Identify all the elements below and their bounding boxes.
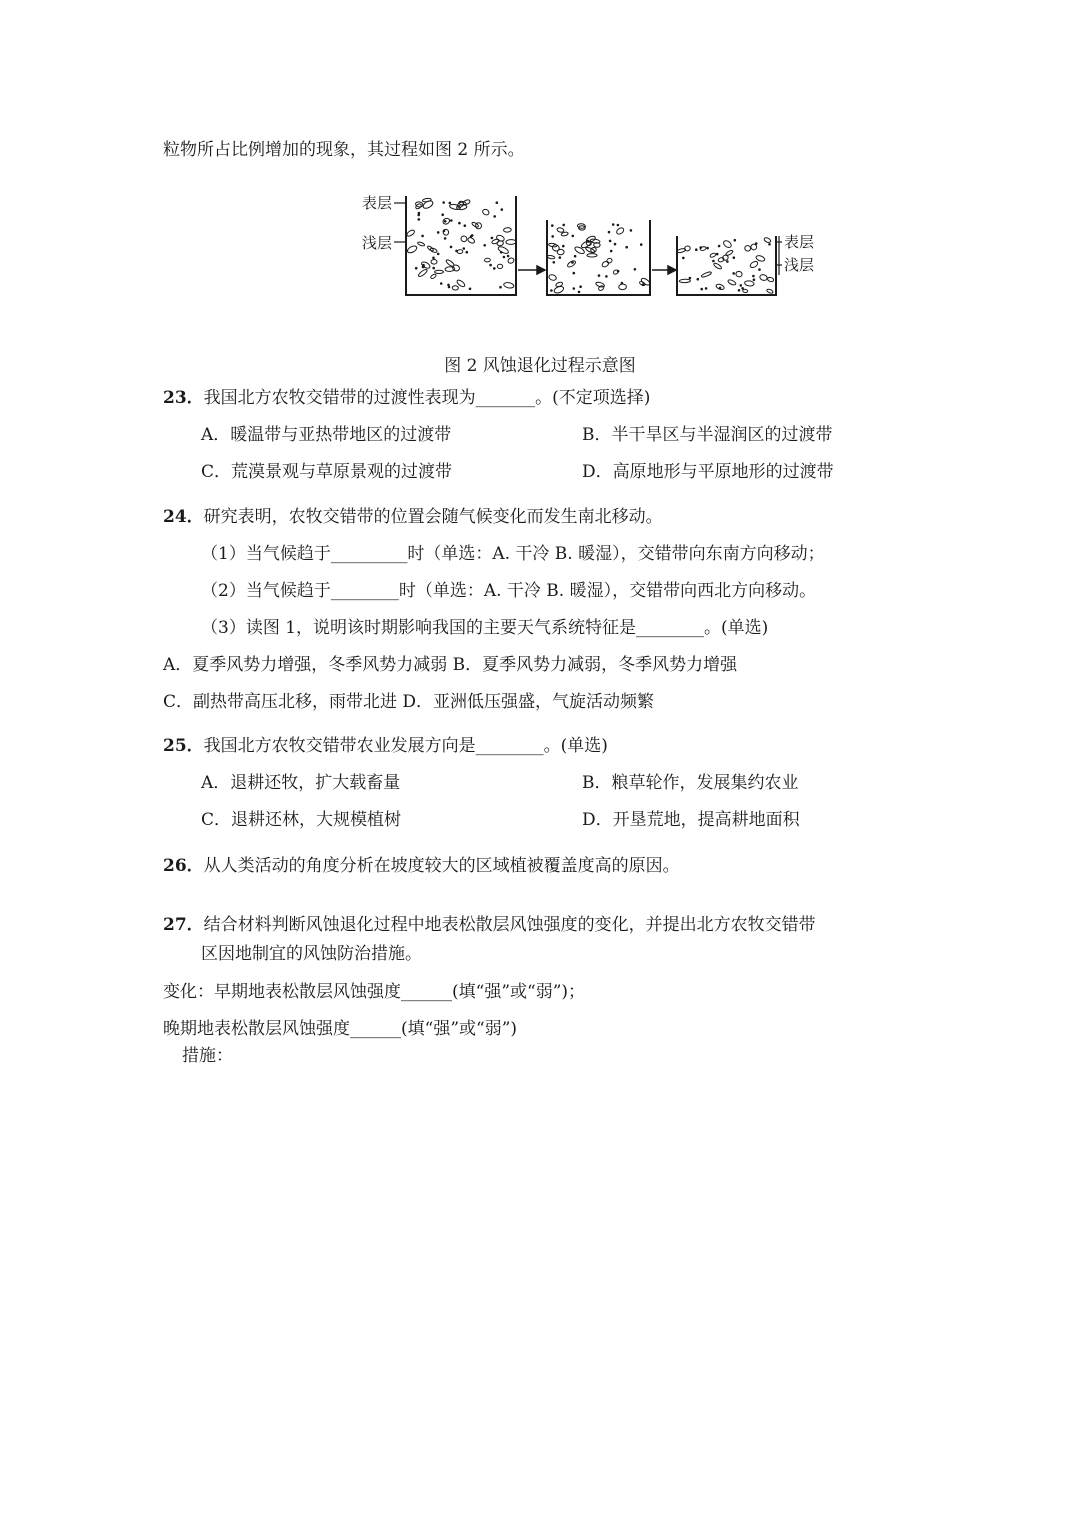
fine-particle: [640, 244, 642, 246]
figure-caption: 图 2 风蚀退化过程示意图: [444, 356, 636, 376]
soil-particle: [430, 273, 437, 279]
q27-measures: 措施：: [182, 1046, 233, 1066]
q27-change-early: 变化：早期地表松散层风蚀强度______(填“强”或“弱”)；: [163, 982, 586, 1002]
q23-stem: 23．我国北方农牧交错带的过渡性表现为_______。(不定项选择): [163, 388, 651, 408]
fine-particle: [494, 216, 496, 218]
fine-particle: [755, 243, 757, 245]
soil-particle: [422, 198, 431, 202]
fine-particle: [443, 230, 445, 232]
fine-particle: [742, 288, 744, 290]
fine-particle: [471, 235, 473, 237]
fine-particle: [444, 238, 446, 240]
soil-particle: [421, 261, 431, 270]
fine-particle: [418, 212, 420, 214]
soil-particle: [445, 266, 455, 271]
fine-particle: [433, 257, 435, 259]
soil-particle: [422, 199, 434, 209]
soil-particle: [701, 271, 712, 278]
fine-particle: [573, 288, 575, 290]
q25-option-c: C．退耕还林，大规模植树: [201, 810, 402, 830]
q26-number: 26．: [163, 856, 204, 876]
fine-particle: [466, 251, 468, 253]
fine-particle: [500, 252, 502, 254]
q24-sub3: （3）读图 1，说明该时期影响我国的主要天气系统特征是________。(单选): [201, 618, 769, 638]
soil-particle: [460, 235, 467, 242]
fine-particle: [463, 248, 465, 250]
fine-particle: [630, 230, 632, 232]
soil-particle: [759, 274, 768, 282]
fine-particle: [753, 275, 755, 277]
label-surface-left: 表层: [362, 194, 393, 212]
soil-particle: [442, 229, 449, 236]
fine-particle: [507, 255, 509, 257]
soil-particle: [766, 288, 773, 294]
soil-particle: [744, 245, 751, 252]
fine-particle: [490, 264, 492, 266]
fine-particle: [563, 245, 565, 247]
fine-particle: [573, 272, 575, 274]
fine-particle: [572, 235, 574, 237]
soil-particle: [484, 258, 490, 262]
fine-particle: [500, 286, 502, 288]
soil-particle: [744, 280, 754, 286]
q23-option-d: D．高原地形与平原地形的过渡带: [582, 462, 834, 482]
fine-particle: [451, 220, 453, 222]
fine-particle: [634, 269, 636, 271]
fine-particle: [440, 283, 442, 285]
fine-particle: [707, 247, 709, 249]
fine-particle: [716, 253, 718, 255]
soil-particle: [496, 234, 505, 242]
soil-particle: [497, 245, 509, 254]
intro-text: 粒物所占比例增加的现象，其过程如图 2 所示。: [163, 140, 525, 160]
fine-particle: [769, 244, 771, 246]
q24-options-cd: C．副热带高压北移，雨带北进 D．亚洲低压强盛，气旋活动频繁: [163, 692, 655, 712]
soil-particle: [548, 274, 557, 282]
fine-particle: [437, 253, 439, 255]
wind-erosion-diagram: [360, 190, 820, 305]
fine-particle: [459, 222, 461, 224]
label-surface-right: 表层: [784, 233, 815, 251]
q27-stem-line2: 区因地制宜的风蚀防治措施。: [201, 944, 422, 964]
soil-particle: [679, 279, 690, 283]
q25-option-a: A．退耕还牧，扩大载畜量: [201, 773, 401, 793]
fine-particle: [598, 275, 600, 277]
soil-particle: [567, 260, 577, 269]
soil-particle: [482, 208, 490, 216]
soil-particle: [503, 227, 511, 232]
fine-particle: [587, 240, 589, 242]
soil-particle: [417, 241, 425, 246]
soil-particle: [418, 268, 429, 277]
q23-number: 23．: [163, 388, 204, 408]
fine-particle: [572, 262, 574, 264]
fine-particle: [423, 264, 425, 266]
fine-particle: [697, 278, 699, 280]
soil-particle: [415, 201, 423, 207]
fine-particle: [448, 284, 450, 286]
soil-particle: [616, 227, 625, 236]
soil-particle: [547, 255, 555, 259]
q25-option-d: D．开垦荒地，提高耕地面积: [582, 810, 800, 830]
soil-particle: [710, 252, 717, 258]
fine-particle: [614, 243, 616, 245]
fine-particle: [469, 288, 471, 290]
q25-number: 25．: [163, 736, 204, 756]
fine-particle: [738, 290, 740, 292]
fine-particle: [696, 249, 698, 251]
soil-particle: [506, 239, 516, 244]
fine-particle: [700, 247, 702, 249]
fine-particle: [503, 256, 505, 258]
q23-option-a: A．暖温带与亚热带地区的过渡带: [201, 425, 452, 445]
q24-options-ab: A．夏季风势力增强，冬季风势力减弱 B．夏季风势力减弱，冬季风势力增强: [163, 655, 738, 675]
fine-particle: [449, 202, 451, 204]
soil-particle: [553, 285, 564, 294]
soil-particle: [431, 259, 437, 264]
soil-particle: [722, 239, 732, 249]
fine-particle: [705, 288, 707, 290]
soil-particle: [767, 277, 774, 283]
fine-particle: [610, 250, 612, 252]
fine-particle: [464, 225, 466, 227]
soil-particle: [735, 271, 743, 278]
fine-particle: [574, 255, 576, 257]
fine-particle: [727, 261, 729, 263]
fine-particle: [456, 250, 458, 252]
fine-particle: [491, 237, 493, 239]
fine-particle: [689, 277, 691, 279]
soil-particle: [601, 260, 609, 268]
fine-particle: [578, 291, 580, 293]
q27-number: 27．: [163, 915, 204, 935]
fine-particle: [418, 214, 420, 216]
soil-particle: [507, 257, 515, 264]
fine-particle: [418, 219, 420, 221]
soil-particle: [467, 237, 476, 245]
soil-particle: [713, 262, 722, 270]
fine-particle: [617, 224, 619, 226]
fine-particle: [444, 221, 446, 223]
q24-sub2: （2）当气候趋于________时（单选：A. 干冷 B. 暖湿），交错带向西北方向移动。: [201, 581, 817, 601]
soil-particle: [406, 245, 417, 255]
fine-particle: [496, 202, 498, 204]
fine-particle: [448, 286, 450, 288]
soil-particle: [677, 248, 686, 254]
soil-particle: [457, 249, 463, 253]
fine-particle: [642, 284, 644, 286]
q23-option-c: C．荒漠景观与草原景观的过渡带: [201, 462, 453, 482]
fine-particle: [415, 267, 417, 269]
fine-particle: [552, 236, 554, 238]
fine-particle: [609, 240, 611, 242]
fine-particle: [437, 232, 439, 234]
soil-particle: [449, 204, 461, 211]
soil-particle: [452, 286, 458, 291]
fine-particle: [443, 202, 445, 204]
soil-particle: [763, 237, 771, 244]
soil-particle: [406, 229, 416, 237]
arrow-icon: [518, 266, 676, 274]
soil-particle: [574, 246, 586, 255]
soil-particle: [725, 250, 733, 257]
fine-particle: [433, 267, 435, 269]
fine-particle: [563, 224, 565, 226]
soil-particle: [749, 260, 759, 269]
fine-particle: [759, 269, 761, 271]
soil-particle: [595, 281, 605, 288]
fine-particle: [551, 290, 553, 292]
fine-particle: [719, 287, 721, 289]
soil-particle: [497, 264, 503, 268]
fine-particle: [753, 279, 755, 281]
label-shallow-left: 浅层: [362, 234, 393, 252]
fine-particle: [606, 276, 608, 278]
fine-particle: [612, 224, 614, 226]
fine-particle: [553, 262, 555, 264]
q25-option-b: B．粮草轮作，发展集约农业: [582, 773, 799, 793]
q27-change-late: 晚期地表松散层风蚀强度______(填“强”或“弱”): [163, 1019, 518, 1039]
q26-stem: 26．从人类活动的角度分析在坡度较大的区域植被覆盖度高的原因。: [163, 856, 680, 876]
soil-particle: [551, 244, 560, 252]
soil-particle: [557, 249, 564, 255]
soil-particle: [727, 279, 736, 286]
fine-particle: [484, 245, 486, 247]
soil-particle: [619, 284, 627, 290]
fine-particle: [617, 270, 619, 272]
soil-particle: [503, 282, 514, 289]
soil-particle: [587, 254, 597, 257]
fine-particle: [733, 273, 735, 275]
fine-particle: [718, 245, 720, 247]
fine-particle: [422, 235, 424, 237]
label-shallow-right: 浅层: [784, 256, 815, 274]
fine-particle: [740, 285, 742, 287]
fine-particle: [580, 286, 582, 288]
fine-particle: [733, 257, 735, 259]
soil-particle: [557, 227, 565, 233]
q24-sub1: （1）当气候趋于_________时（单选：A. 干冷 B. 暖湿），交错带向东南方向移动；: [201, 544, 825, 564]
fine-particle: [626, 246, 628, 248]
fine-particle: [450, 246, 452, 248]
fine-particle: [713, 260, 715, 262]
fine-particle: [701, 288, 703, 290]
fine-particle: [552, 225, 554, 227]
q27-stem-line1: 27．结合材料判断风蚀退化过程中地表松散层风蚀强度的变化，并提出北方农牧交错带: [163, 915, 816, 935]
q24-number: 24．: [163, 507, 204, 527]
soil-particle: [435, 270, 444, 273]
fine-particle: [683, 257, 685, 259]
soil-particle: [491, 238, 499, 244]
fine-particle: [559, 257, 561, 259]
q25-stem: 25．我国北方农牧交错带农业发展方向是________。(单选): [163, 736, 608, 756]
q23-option-b: B．半干旱区与半湿润区的过渡带: [582, 425, 833, 445]
soil-particle: [742, 289, 748, 293]
soil-container-3: [677, 236, 776, 295]
fine-particle: [442, 214, 444, 216]
fine-particle: [608, 231, 610, 233]
fine-particle: [734, 239, 736, 241]
q24-stem: 24．研究表明，农牧交错带的位置会随气候变化而发生南北移动。: [163, 507, 663, 527]
fine-particle: [501, 209, 503, 211]
fine-particle: [494, 268, 496, 270]
fine-particle: [621, 282, 623, 284]
